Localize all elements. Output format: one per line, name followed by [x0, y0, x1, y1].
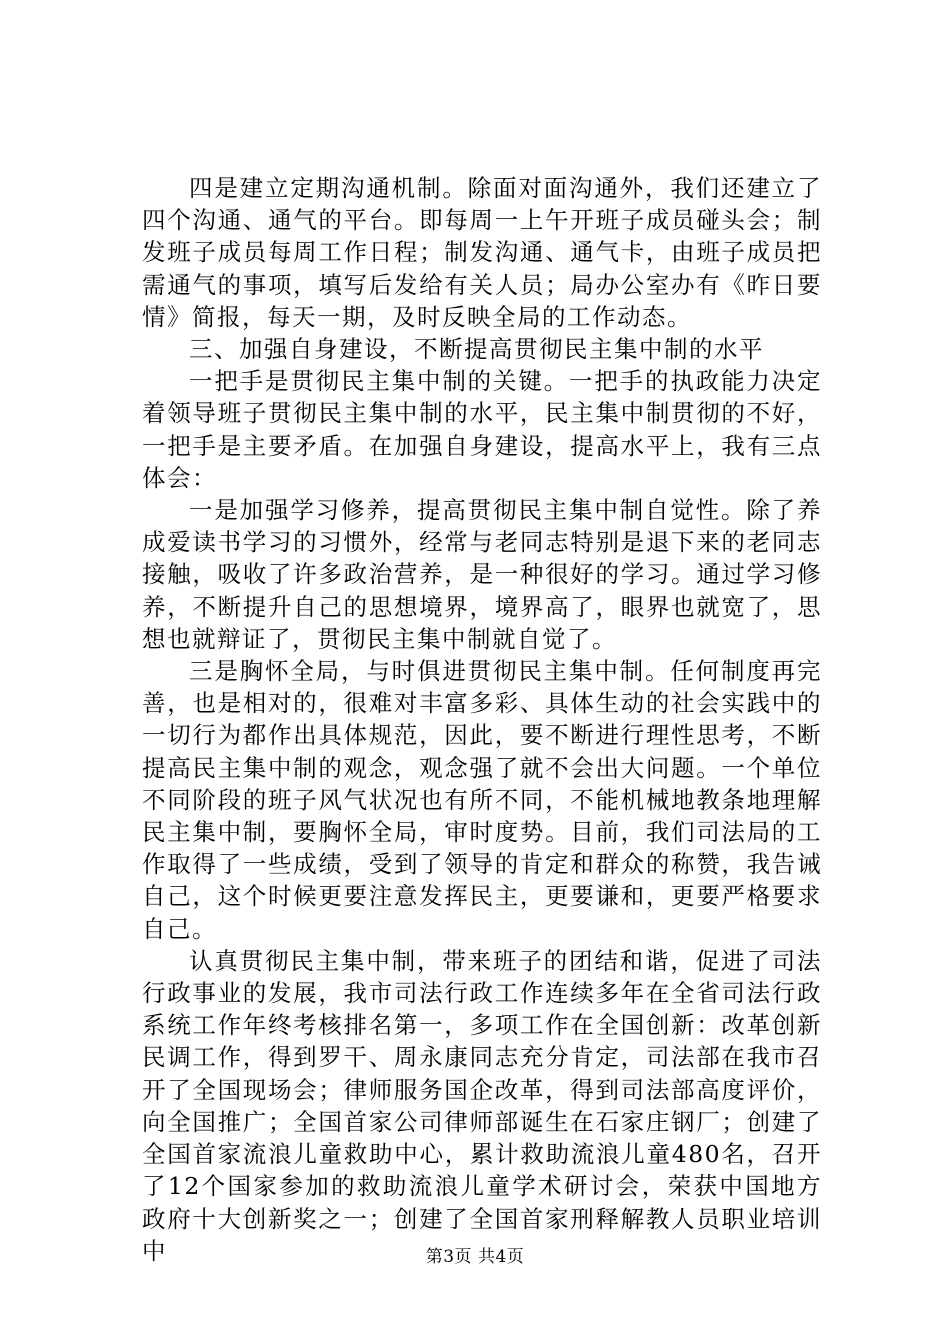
paragraph-communication-mechanism: 四是建立定期沟通机制。除面对面沟通外，我们还建立了四个沟通、通气的平台。即每周一上午开班子成员碰头会；制发班子成员每周工作日程；制发沟通、通气卡，由班子成员把需通气的事项，填写后发给有关人员；局办公室办有《昨日要情》简报，每天一期，及时反映全局的工作动态。 [142, 174, 822, 331]
paragraph-study-cultivation: 一是加强学习修养，提高贯彻民主集中制自觉性。除了养成爱读书学习的习惯外，经常与老同志特别是退下来的老同志接触，吸收了许多政治营养，是一种很好的学习。通过学习修养，不断提升自己的思想境界，境界高了，眼界也就宽了，思想也就辩证了，贯彻民主集中制就自觉了。 [142, 496, 822, 653]
page-number-footer: 第3页 共4页 [425, 1247, 525, 1267]
paragraph-overall-situation: 三是胸怀全局，与时俱进贯彻民主集中制。任何制度再完善，也是相对的，很难对丰富多彩、具体生动的社会实践中的一切行为都作出具体规范，因此，要不断进行理性思考，不断提高民主集中制的观念，观念强了就不会出大问题。一个单位不同阶段的班子风气状况也有所不同，不能机械地教条地理解民主集中制，要胸怀全局，审时度势。目前，我们司法局的工作取得了一些成绩，受到了领导的肯定和群众的称赞，我告诫自己，这个时候更要注意发挥民主，更要谦和，更要严格要求自己。 [142, 657, 822, 943]
paragraph-leader-key: 一把手是贯彻民主集中制的关键。一把手的执政能力决定着领导班子贯彻民主集中制的水平，民主集中制贯彻的不好，一把手是主要矛盾。在加强自身建设，提高水平上，我有三点体会： [142, 367, 822, 492]
document-body [142, 172, 822, 1267]
section-heading-self-building: 三、加强自身建设，不断提高贯彻民主集中制的水平 [189, 335, 764, 364]
paragraph-achievements: 认真贯彻民主集中制，带来班子的团结和谐，促进了司法行政事业的发展，我市司法行政工作连续多年在全省司法行政系统工作年终考核排名第一，多项工作在全国创新：改革创新民调工作，得到罗干、周永康同志充分肯定，司法部在我市召开了全国现场会；律师服务国企改革，得到司法部高度评价，向全国推广；全国首家公司律师部诞生在石家庄钢厂；创建了全国首家流浪儿童救助中心，累计救助流浪儿童480名，召开了12个国家参加的救助流浪儿童学术研讨会，荣获中国地方政府十大创新奖之一；创建了全国首家刑释解教人员职业培训中 [142, 946, 822, 1265]
